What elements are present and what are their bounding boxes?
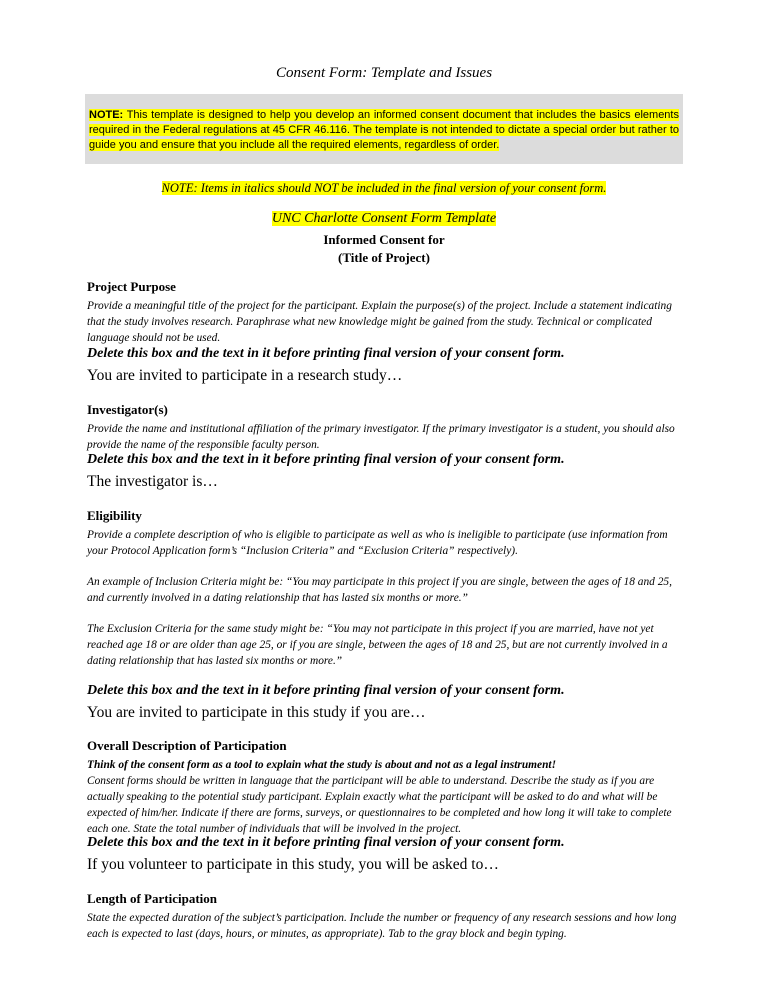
- informed-consent-for: Informed Consent for: [323, 232, 445, 247]
- template-title: UNC Charlotte Consent Form Template: [271, 211, 497, 226]
- section-text-eligibility: Provide a complete description of who is eligible to participate as well as who is ineligible to participate (use information from your Protocol Application form’s “Inclusion Criteria” and “Exclusion Criteria” respectively).: [87, 529, 668, 557]
- section-heading-overall: Overall Description of Participation: [87, 738, 287, 753]
- section-bold-text-overall: Think of the consent form as a tool to explain what the study is about and not as a legal instrument!: [87, 759, 556, 771]
- consent-body-overall: If you volunteer to participate in this study, you will be asked to…: [87, 856, 499, 873]
- consent-body-investigator: The investigator is…: [87, 473, 218, 490]
- delete-instruction-purpose: Delete this box and the text in it before printing final version of your consent form.: [87, 346, 565, 361]
- italics-note: NOTE: Items in italics should NOT be included in the final version of your consent form.: [161, 181, 607, 195]
- document-title: Consent Form: Template and Issues: [275, 65, 493, 81]
- consent-body-eligibility: You are invited to participate in this study if you are…: [87, 704, 426, 721]
- section-heading-eligibility: Eligibility: [87, 508, 142, 523]
- title-of-project: (Title of Project): [338, 250, 430, 265]
- template-note-box: [85, 94, 683, 164]
- section-heading-length: Length of Participation: [87, 891, 217, 906]
- consent-body-purpose: You are invited to participate in a research study…: [87, 367, 403, 384]
- delete-instruction-overall: Delete this box and the text in it before printing final version of your consent form.: [87, 835, 565, 850]
- section-heading-investigator: Investigator(s): [87, 402, 168, 417]
- delete-instruction-eligibility: Delete this box and the text in it before printing final version of your consent form.: [87, 683, 565, 698]
- delete-instruction-investigator: Delete this box and the text in it before printing final version of your consent form.: [87, 452, 565, 467]
- section-text-overall: Consent forms should be written in language that the participant will be able to understand. Describe the study as if you are actually speaking to the potential study participant. Explain exactly what the participant will be asked to do and what will be expected of him/her. Indicate if there are forms, surveys, or questionnaires to be completed and how long it will take to complete each one. State the total number of individuals that will be involved in the project.: [87, 775, 672, 835]
- exclusion-example: The Exclusion Criteria for the same study might be: “You may not participate in this project if you are married, have not yet reached age 18 or are older than age 25, or if you are single, between the ages of 18 and 25, but are not currently involved in a dating relationship that has lasted six months or more.”: [87, 623, 668, 667]
- note-text: NOTE: This template is designed to help you develop an informed consent document that includes the basics elements required in the Federal regulations at 45 CFR 46.116. The template is not intended to dictate a special order but rather to guide you and ensure that you include all the required elements, regardless of order.: [89, 109, 679, 151]
- section-heading-purpose: Project Purpose: [87, 279, 176, 294]
- inclusion-example: An example of Inclusion Criteria might be: “You may participate in this project if you are single, between the ages of 18 and 25, and currently involved in a dating relationship that has lasted six months or more.”: [87, 576, 672, 604]
- note-label: NOTE:: [89, 109, 124, 121]
- section-text-length: State the expected duration of the subject’s participation. Include the number or frequency of any research sessions and how long each is expected to last (days, hours, or minutes, as appropriate). Tab to the gray block and begin typing.: [87, 912, 677, 940]
- section-text-purpose: Provide a meaningful title of the project for the participant. Explain the purpose(s) of the project. Include a statement indicating that the study involves research. Paraphrase what new knowledge might be gained from the study. Technical or complicated language should not be used.: [87, 300, 672, 344]
- section-text-investigator: Provide the name and institutional affiliation of the primary investigator. If the primary investigator is a student, you should also provide the name of the responsible faculty person.: [87, 423, 675, 451]
